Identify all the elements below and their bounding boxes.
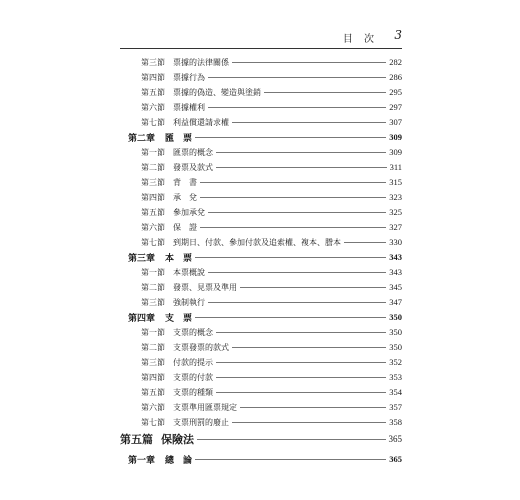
toc-leader-line <box>208 77 386 78</box>
toc-leader-line <box>216 377 386 378</box>
toc-entry-title: 保險法 <box>161 433 194 446</box>
toc-leader-line <box>195 257 386 258</box>
page-number: 3 <box>394 28 402 42</box>
toc-entry-page: 325 <box>389 207 402 217</box>
toc-entry-title: 本票概說 <box>173 267 205 277</box>
toc-leader-line <box>208 107 386 108</box>
toc-entry-chapter <box>128 310 402 324</box>
toc-entry-number: 第六節 <box>141 222 165 232</box>
toc-leader-line <box>240 407 386 408</box>
toc-entry-title: 背 書 <box>173 177 197 187</box>
toc-entry-title: 參加承兌 <box>173 207 205 217</box>
toc-entry-section <box>141 265 402 279</box>
toc-entry-title: 支票的概念 <box>173 327 213 337</box>
toc-leader-line <box>216 167 387 168</box>
toc-entry-title: 本 票 <box>165 253 193 264</box>
toc-entry-number: 第三節 <box>141 177 165 187</box>
toc-entry-page: 282 <box>389 57 402 67</box>
toc-entry-section <box>141 295 402 309</box>
toc-entry-title: 票據的法律關係 <box>173 57 229 67</box>
toc-entry-title: 支 票 <box>165 313 193 324</box>
toc-entry-number: 第四節 <box>141 72 165 82</box>
toc-entry-number: 第五節 <box>141 207 165 217</box>
toc-entry-section <box>141 220 402 234</box>
toc-leader-line <box>216 392 386 393</box>
toc-entry-number: 第七節 <box>141 237 165 247</box>
toc-entry-number: 第二節 <box>141 162 165 172</box>
toc-entry-chapter <box>128 130 402 144</box>
toc-leader-line <box>208 212 386 213</box>
toc-leader-line <box>264 92 386 93</box>
toc-entry-title: 強制執行 <box>173 297 205 307</box>
toc-leader-line <box>216 332 386 333</box>
toc-entry-title: 總 論 <box>165 455 193 466</box>
toc-entry-section <box>141 160 402 174</box>
toc-entry-number: 第五節 <box>141 387 165 397</box>
toc-entry-page: 309 <box>389 147 402 157</box>
toc-entry-page: 354 <box>389 387 402 397</box>
toc-entry-title: 支票準用匯票規定 <box>173 402 237 412</box>
toc-entry-section <box>141 190 402 204</box>
toc-entry-section <box>141 145 402 159</box>
toc-entry-title: 保 證 <box>173 222 197 232</box>
toc-entry-section <box>141 55 402 69</box>
toc-entry-number: 第一節 <box>141 147 165 157</box>
toc-entry-section <box>141 70 402 84</box>
toc-leader-line <box>197 439 386 440</box>
toc-leader-line <box>232 122 386 123</box>
toc-entry-title: 票據權利 <box>173 102 205 112</box>
toc-entry-page: 295 <box>389 87 402 97</box>
toc-entry-page: 286 <box>389 72 402 82</box>
toc-entry-number: 第一章 <box>128 455 156 466</box>
toc-leader-line <box>240 287 386 288</box>
toc-entry-section <box>141 385 402 399</box>
toc-entry-page: 350 <box>389 312 402 322</box>
toc-entry-section <box>141 175 402 189</box>
toc-entry-title: 付款的提示 <box>173 357 213 367</box>
toc-entry-title: 到期日、付款、參加付款及追索權、複本、謄本 <box>173 237 341 247</box>
toc-entry-number: 第二節 <box>141 342 165 352</box>
toc-entry-number: 第七節 <box>141 117 165 127</box>
toc-entry-section <box>141 205 402 219</box>
toc-entry-title: 支票的種類 <box>173 387 213 397</box>
toc-entry-number: 第一節 <box>141 327 165 337</box>
toc-entry-title: 支票發票的款式 <box>173 342 229 352</box>
toc-entry-page: 323 <box>389 192 402 202</box>
toc-entry-number: 第五節 <box>141 87 165 97</box>
toc-leader-line <box>200 182 386 183</box>
toc-entry-number: 第四節 <box>141 372 165 382</box>
toc-entry-part <box>120 432 402 446</box>
toc-entry-section <box>141 325 402 339</box>
toc-entry-title: 發票及款式 <box>173 162 213 172</box>
toc-entry-number: 第二章 <box>128 133 156 144</box>
toc-entry-number: 第四章 <box>128 313 156 324</box>
toc-entry-section <box>141 280 402 294</box>
toc-entry-title: 利益償還請求權 <box>173 117 229 127</box>
toc-entry-section <box>141 370 402 384</box>
toc-entry-page: 315 <box>389 177 402 187</box>
toc-leader-line <box>232 62 386 63</box>
toc-leader-line <box>195 317 386 318</box>
toc-entry-title: 票據的偽造、變造與塗銷 <box>173 87 261 97</box>
toc-entry-number: 第六節 <box>141 102 165 112</box>
toc-entry-section <box>141 355 402 369</box>
toc-entry-page: 350 <box>389 327 402 337</box>
toc-entry-title: 票據行為 <box>173 72 205 82</box>
toc-entry-number: 第二節 <box>141 282 165 292</box>
toc-entry-number: 第五篇 <box>120 433 153 446</box>
toc-entry-title: 匯票的概念 <box>173 147 213 157</box>
toc-entry-page: 353 <box>389 372 402 382</box>
toc-entry-page: 307 <box>389 117 402 127</box>
toc-entry-page: 343 <box>389 252 402 262</box>
toc-entry-title: 發票、見票及準用 <box>173 282 237 292</box>
toc-entry-number: 第三節 <box>141 57 165 67</box>
toc-leader-line <box>208 272 386 273</box>
toc-entry-chapter <box>128 452 402 466</box>
toc-leader-line <box>195 137 386 138</box>
toc-entry-page: 350 <box>389 342 402 352</box>
toc-entry-section <box>141 235 402 249</box>
toc-entry-page: 357 <box>389 402 402 412</box>
toc-entry-number: 第三章 <box>128 253 156 264</box>
toc-leader-line <box>216 152 386 153</box>
toc-entry-page: 343 <box>389 267 402 277</box>
toc-entry-section <box>141 415 402 429</box>
toc-entry-number: 第三節 <box>141 357 165 367</box>
toc-entry-page: 358 <box>389 417 402 427</box>
toc-entry-title: 匯 票 <box>165 133 193 144</box>
toc-entry-page: 345 <box>389 282 402 292</box>
toc-entry-page: 311 <box>389 162 402 172</box>
toc-entry-number: 第三節 <box>141 297 165 307</box>
toc-entry-page: 327 <box>389 222 402 232</box>
toc-leader-line <box>216 362 386 363</box>
toc-entry-page: 347 <box>389 297 402 307</box>
toc-entry-page: 309 <box>389 132 402 142</box>
toc-entry-page: 352 <box>389 357 402 367</box>
toc-entry-number: 第七節 <box>141 417 165 427</box>
toc-leader-line <box>195 459 386 460</box>
toc-entry-section <box>141 400 402 414</box>
toc-entry-section <box>141 340 402 354</box>
toc-leader-line <box>200 227 386 228</box>
toc-entry-number: 第四節 <box>141 192 165 202</box>
toc-entry-title: 支票刑罰的廢止 <box>173 417 229 427</box>
toc-entry-title: 支票的付款 <box>173 372 213 382</box>
toc-entry-section <box>141 85 402 99</box>
toc-leader-line <box>200 197 386 198</box>
toc-entry-page: 297 <box>389 102 402 112</box>
running-title: 目 次 <box>342 34 378 45</box>
toc-entry-section <box>141 115 402 129</box>
toc-entry-page: 365 <box>389 454 402 464</box>
toc-entry-page: 365 <box>388 434 402 444</box>
toc-entry-title: 承 兌 <box>173 192 197 202</box>
toc-entry-section <box>141 100 402 114</box>
toc-leader-line <box>232 422 386 423</box>
toc-entry-number: 第一節 <box>141 267 165 277</box>
toc-leader-line <box>208 302 386 303</box>
toc-entry-number: 第六節 <box>141 402 165 412</box>
toc-leader-line <box>344 242 386 243</box>
toc-entry-page: 330 <box>389 237 402 247</box>
toc-entry-chapter <box>128 250 402 264</box>
toc-leader-line <box>232 347 386 348</box>
